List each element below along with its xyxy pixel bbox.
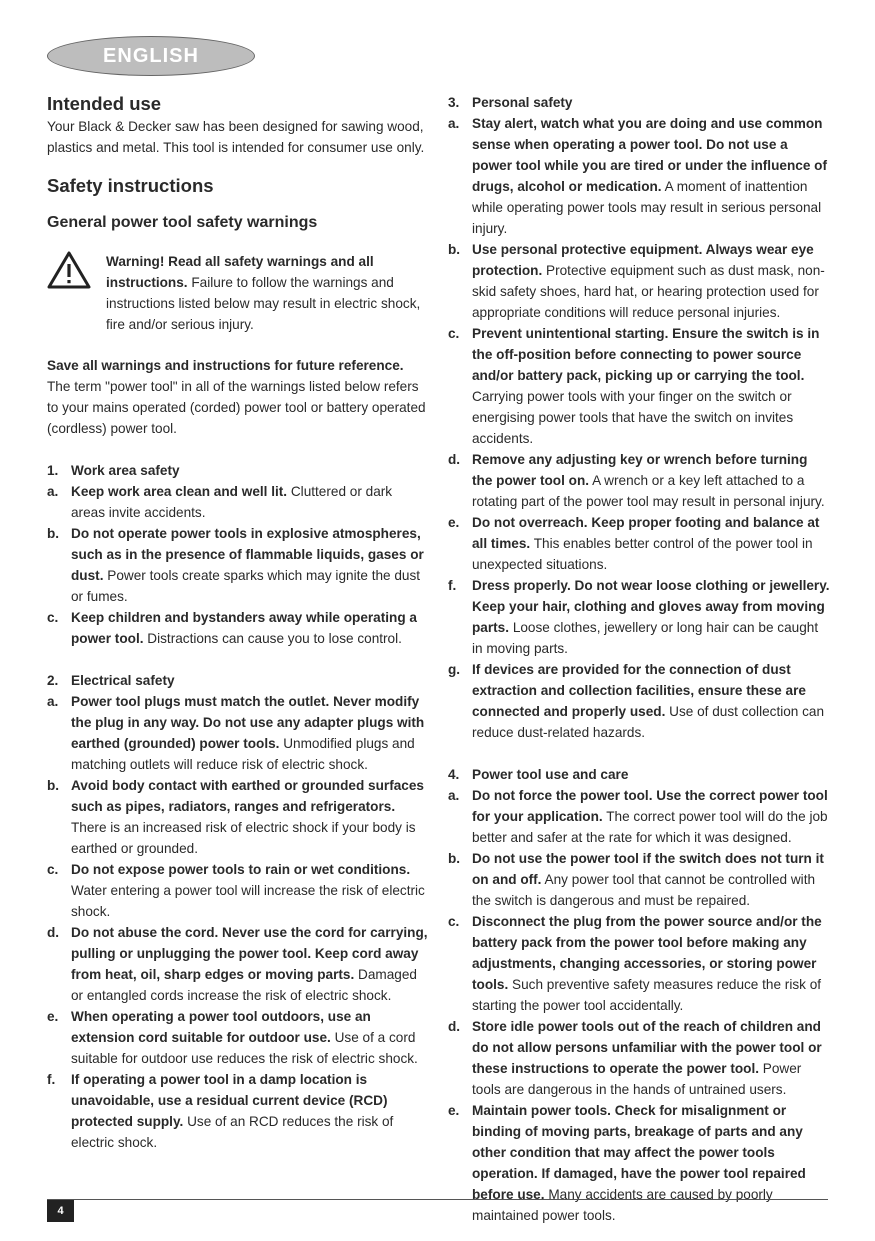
intended-use-heading: Intended use [47, 93, 162, 114]
list-item: c. Prevent unintentional starting. Ensure the switch is in the off-position before connecting to power source and/or battery pack, picking up or carrying the tool. Carrying power tools with your finger on the switch or energising power tools that have the switch on invites accidents. [448, 326, 820, 446]
warning-text: Failure to follow the warnings and instructions listed below may result in electric shock, fire and/or serious injury. [106, 275, 421, 332]
list-item: d. Do not abuse the cord. Never use the cord for carrying, pulling or unplugging the power tool. Keep cord away from heat, oil, sharp edges or moving parts. Damaged or entangled cords increase the risk of electric shock. [47, 925, 428, 1003]
safety-instructions-heading: Safety instructions [47, 175, 214, 196]
page-number: 4 [47, 1200, 74, 1222]
list-item: d. Store idle power tools out of the reach of children and do not allow persons unfamiliar with the power tool or these instructions to operate the power tool. Power tools are dangerous in the hands of untrained users. [448, 1019, 822, 1097]
save-instructions-text: The term "power tool" in all of the warnings listed below refers to your mains operated (corded) power tool or battery operated (cordless) power tool. [47, 379, 426, 436]
list-item: c. Disconnect the plug from the power source and/or the battery pack from the power tool before making any adjustments, changing accessories, or storing power tools. Such preventive safety measures reduce the risk of starting the power tool accidentally. [448, 914, 822, 1013]
list-item: e. When operating a power tool outdoors, use an extension cord suitable for outdoor use. Use of a cord suitable for outdoor use reduces the risk of electric shock. [47, 1009, 418, 1066]
list-item: a. Power tool plugs must match the outlet. Never modify the plug in any way. Do not use any adapter plugs with earthed (grounded) power tools. Unmodified plugs and matching outlets will reduce risk of electric shock. [47, 694, 425, 772]
list-item: a. Stay alert, watch what you are doing and use common sense when operating a power tool. Do not use a power tool while you are tired or under the influence of drugs, alcohol or medication. A moment of inattention while operating power tools may result in serious personal injury. [448, 116, 827, 236]
list-item: b. Avoid body contact with earthed or grounded surfaces such as pipes, radiators, ranges and refrigerators. There is an increased risk of electric shock if your body is earthed or grounded. [47, 778, 424, 856]
list-item: e. Do not overreach. Keep proper footing and balance at all times. This enables better control of the power tool in unexpected situations. [448, 515, 820, 572]
list-item: a. Do not force the power tool. Use the correct power tool for your application. The correct power tool will do the job better and safer at the rate for which it was designed. [448, 788, 828, 845]
list-item: g. If devices are provided for the connection of dust extraction and collection facilities, ensure these are connected and properly used. Use of dust collection can reduce dust-related hazards. [448, 662, 825, 740]
list-item: e. Maintain power tools. Check for misalignment or binding of moving parts, breakage of parts and any other condition that may affect the power tools operation. If damaged, have the power tool repaired before use. Many accidents are caused by poorly maintained power tools. [448, 1103, 806, 1223]
list-item: c. Do not expose power tools to rain or wet conditions. Water entering a power tool will increase the risk of electric shock. [47, 862, 425, 919]
save-instructions-bold: Save all warnings and instructions for future reference. [47, 358, 404, 373]
list-item: d. Remove any adjusting key or wrench before turning the power tool on. A wrench or a key left attached to a rotating part of the power tool may result in personal injury. [448, 452, 825, 509]
list-item: b. Do not use the power tool if the switch does not turn it on and off. Any power tool that cannot be controlled with the switch is dangerous and must be repaired. [448, 851, 824, 908]
list-item: b. Do not operate power tools in explosive atmospheres, such as in the presence of flammable liquids, gases or dust. Power tools create sparks which may ignite the dust or fumes. [47, 526, 424, 604]
list-item: f. Dress properly. Do not wear loose clothing or jewellery. Keep your hair, clothing and gloves away from moving parts. Loose clothes, jewellery or long hair can be caught in moving parts. [448, 578, 830, 656]
list-item: b. Use personal protective equipment. Always wear eye protection. Protective equipment such as dust mask, non-skid safety shoes, hard hat, or hearing protection used for appropriate conditions will reduce personal injuries. [448, 242, 825, 320]
footer-rule [47, 1199, 828, 1200]
right-column [448, 92, 830, 1226]
section-personal [448, 92, 830, 743]
section-title: 4. Power tool use and care [448, 767, 629, 782]
warning-bold-text: Warning! Read all safety warnings and all instructions. [106, 254, 374, 290]
intended-use-text: Your Black & Decker saw has been designed for sawing wood, plastics and metal. This tool is intended for consumer use only. [47, 119, 425, 155]
section-electrical [47, 670, 429, 1153]
list-item: c. Keep children and bystanders away while operating a power tool. Distractions can cause you to lose control. [47, 610, 417, 646]
section-title: 2. Electrical safety [47, 673, 175, 688]
language-tab [47, 36, 255, 76]
warning-block [47, 251, 429, 335]
list-item: a. Keep work area clean and well lit. Cluttered or dark areas invite accidents. [47, 484, 393, 520]
general-warnings-heading: General power tool safety warnings [47, 214, 318, 231]
section-title: 3. Personal safety [448, 95, 573, 110]
left-column [47, 92, 429, 1153]
section-work-area [47, 460, 429, 649]
language-label: ENGLISH [103, 44, 199, 67]
section-tool-use [448, 764, 830, 1226]
list-item: f. If operating a power tool in a damp location is unavoidable, use a residual current device (RCD) protected supply. Use of an RCD reduces the risk of electric shock. [47, 1072, 394, 1150]
section-title: 1. Work area safety [47, 463, 180, 478]
warning-triangle-icon [47, 251, 91, 289]
